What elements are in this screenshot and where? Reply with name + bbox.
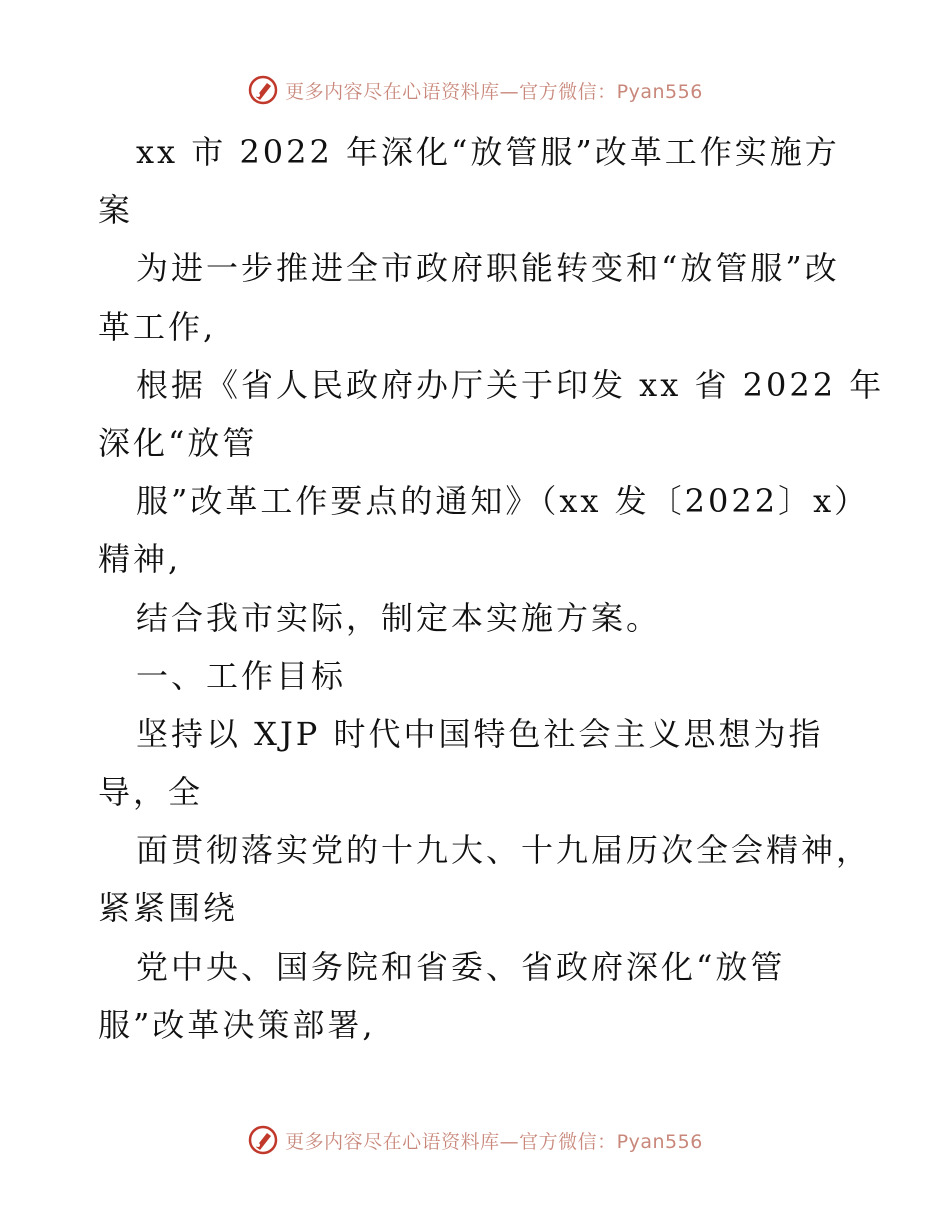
doc-paragraph-line: 党中央、国务院和省委、省政府深化“放管 [136,947,786,986]
doc-title-line-2: 案 [98,191,134,230]
header-banner [0,70,950,110]
doc-paragraph-line: 坚持以 XJP 时代中国特色社会主义思想为指 [136,714,824,753]
pen-circle-logo-icon [247,74,279,106]
section-heading: 一、工作目标 [136,656,347,695]
doc-paragraph-line: 结合我市实际，制定本实施方案。 [136,598,662,637]
doc-paragraph-line: 精神, [98,540,182,579]
header-banner-text: 更多内容尽在心语资料库—官方微信：Pyan556 [285,80,703,103]
doc-paragraph-line: 紧紧围绕 [98,889,239,928]
doc-paragraph-line: 服”改革工作要点的通知》（xx 发〔2022〕x） [136,482,870,521]
footer-banner-text: 更多内容尽在心语资料库—官方微信：Pyan556 [285,1130,703,1153]
doc-paragraph-line: 革工作, [98,307,217,346]
doc-paragraph-line: 根据《省人民政府办厅关于印发 xx 省 2022 年 [136,365,885,404]
doc-paragraph-line: 导，全 [98,773,204,812]
footer-banner [0,1120,950,1160]
document-body [98,123,885,1054]
doc-paragraph-line: 为进一步推进全市政府职能转变和“放管服”改 [136,249,840,288]
doc-paragraph-line: 服”改革决策部署, [98,1005,376,1044]
doc-paragraph-line: 深化“放管 [98,423,258,462]
doc-title-line-1: xx 市 2022 年深化“放管服”改革工作实施方 [136,133,840,171]
pen-circle-logo-icon [247,1124,279,1156]
doc-paragraph-line: 面贯彻落实党的十九大、十九届历次全会精神， [136,831,872,870]
